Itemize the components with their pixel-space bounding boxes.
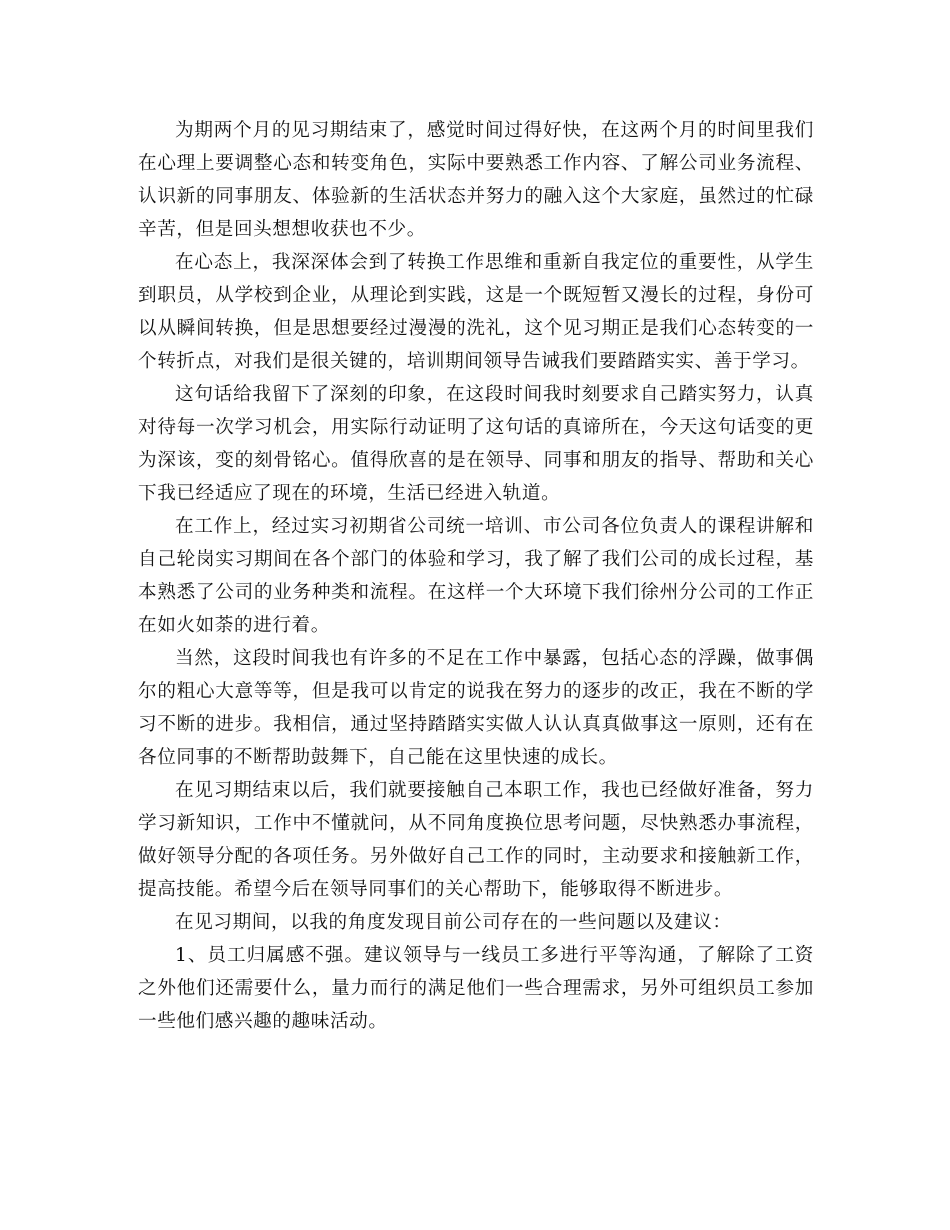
- paragraph-7: 在见习期间，以我的角度发现目前公司存在的一些问题以及建议：: [175, 912, 732, 933]
- paragraph-8: 1、员工归属感不强。建议领导与一线员工多进行平等沟通，了解除了工资之外他们还需要什么，量力而行的满足他们一些合理需求，另外可组织员工参加一些他们感兴趣的趣味活动。: [138, 945, 814, 1032]
- paragraph-3: 这句话给我留下了深刻的印象，在这段时间我时刻要求自己踏实努力，认真对待每一次学习机会，用实际行动证明了这句话的真谛所在，今天这句话变的更为深该，变的刻骨铭心。值得欣喜的是在领导、同事和朋友的指导、帮助和关心下我已经适应了现在的环境，生活已经进入轨道。: [138, 384, 814, 504]
- document-body: [138, 114, 814, 1038]
- paragraph-1: 为期两个月的见习期结束了，感觉时间过得好快，在这两个月的时间里我们在心理上要调整心态和转变角色，实际中要熟悉工作内容、了解公司业务流程、认识新的同事朋友、体验新的生活状态并努力的融入这个大家庭，虽然过的忙碌辛苦，但是回头想想收获也不少。: [138, 120, 814, 240]
- paragraph-4: 在工作上，经过实习初期省公司统一培训、市公司各位负责人的课程讲解和自己轮岗实习期间在各个部门的体验和学习，我了解了我们公司的成长过程，基本熟悉了公司的业务种类和流程。在这样一个大环境下我们徐州分公司的工作正在如火如荼的进行着。: [138, 516, 814, 636]
- paragraph-2: 在心态上，我深深体会到了转换工作思维和重新自我定位的重要性，从学生到职员，从学校到企业，从理论到实践，这是一个既短暂又漫长的过程，身份可以从瞬间转换，但是思想要经过漫漫的洗礼，这个见习期正是我们心态转变的一个转折点，对我们是很关键的，培训期间领导告诫我们要踏踏实实、善于学习。: [138, 252, 814, 372]
- paragraph-5: 当然，这段时间我也有许多的不足在工作中暴露，包括心态的浮躁，做事偶尔的粗心大意等等，但是我可以肯定的说我在努力的逐步的改正，我在不断的学习不断的进步。我相信，通过坚持踏踏实实做人认认真真做事这一原则，还有在各位同事的不断帮助鼓舞下，自己能在这里快速的成长。: [138, 648, 814, 768]
- paragraph-6: 在见习期结束以后，我们就要接触自己本职工作，我也已经做好准备，努力学习新知识，工作中不懂就问，从不同角度换位思考问题，尽快熟悉办事流程，做好领导分配的各项任务。另外做好自己工作的同时，主动要求和接触新工作，提高技能。希望今后在领导同事们的关心帮助下，能够取得不断进步。: [138, 780, 814, 900]
